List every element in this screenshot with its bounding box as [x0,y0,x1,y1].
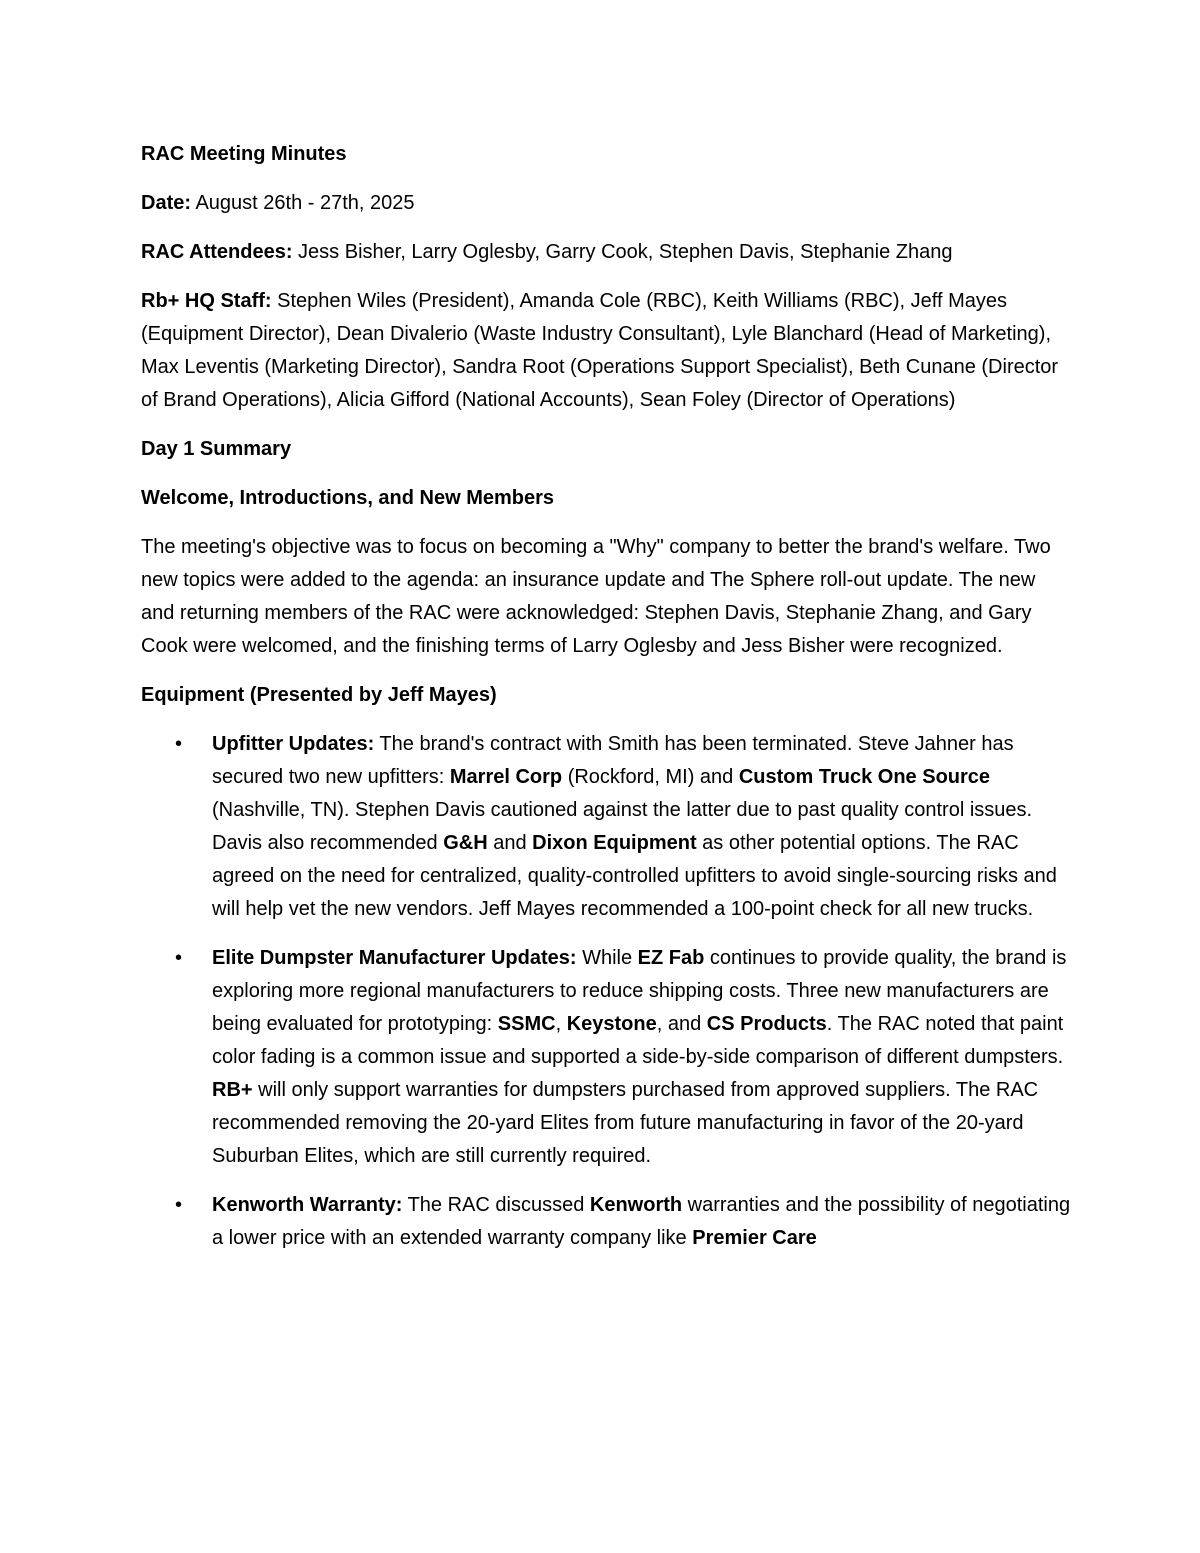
elite-text-4: , and [656,1013,707,1035]
upfitter-text-4: and [487,832,533,854]
list-item-kenworth [141,1189,1071,1255]
upfitter-text-1: The brand's contract with Smith has been terminated. Steve Jahner has secured two new upfitters: [212,733,1014,788]
elite-bold-3: Keystone [566,1013,657,1035]
upfitter-bold-3: G&H [443,832,488,854]
upfitter-text-5: as other potential options. The RAC agreed on the need for centralized, quality-controlled upfitters to avoid single-sourcing risks and will help vet the new vendors. Jeff Mayes recommended a 100-point check for all new trucks. [212,832,1057,920]
bullet-icon: • [175,947,183,969]
hq-staff [141,285,1071,417]
upfitter-bold-4: Dixon Equipment [532,832,697,854]
elite-label: Elite Dumpster Manufacturer Updates: [212,947,577,969]
elite-bold-5: RB+ [212,1079,253,1101]
welcome-paragraph: The meeting's objective was to focus on becoming a "Why" company to better the brand's welfare. Two new topics were added to the agenda: an insurance update and The Sphere roll-out update. The new and returning members of the RAC were acknowledged: Stephen Davis, Stephanie Zhang, and Gary Cook were welcomed, and the finishing terms of Larry Oglesby and Jess Bisher were recognized. [141,536,1051,657]
elite-text-1: While [576,947,638,969]
kenworth-label: Kenworth Warranty: [212,1194,403,1216]
bullet-icon: • [175,1194,183,1216]
kenworth-text-2: warranties and the possibility of negotiating a lower price with an extended warranty company like [212,1194,1071,1249]
staff-value: Stephen Wiles (President), Amanda Cole (RBC), Keith Williams (RBC), Jeff Mayes (Equipment Director), Dean Divalerio (Waste Industry Consultant), Lyle Blanchard (Head of Marketing), Max Leventis (Marketing Director), Sandra Root (Operations Support Specialist), Beth Cunane (Director of Brand Operations), Alicia Gifford (National Accounts), Sean Foley (Director of Operations) [141,290,1059,411]
upfitter-label: Upfitter Updates: [212,733,375,755]
welcome-heading: Welcome, Introductions, and New Members [141,487,555,509]
bullet-icon: • [175,733,183,755]
meeting-date [141,187,1071,220]
upfitter-bold-1: Marrel Corp [449,766,563,788]
upfitter-bold-2: Custom Truck One Source [738,766,991,788]
attendees-label: RAC Attendees: [141,241,293,263]
attendees-value: Jess Bisher, Larry Oglesby, Garry Cook, Stephen Davis, Stephanie Zhang [292,241,953,263]
date-label: Date: [141,192,192,214]
kenworth-text-1: The RAC discussed [402,1194,590,1216]
elite-bold-2: SSMC [497,1013,556,1035]
elite-bold-1: EZ Fab [637,947,705,969]
document-title: RAC Meeting Minutes [141,143,347,165]
elite-text-6: will only support warranties for dumpsters purchased from approved suppliers. The RAC recommended removing the 20-yard Elites from future manufacturing in favor of the 20-yard Suburban Elites, which are still currently required. [212,1079,1039,1167]
kenworth-bold-2: Premier Care [692,1227,817,1249]
elite-text-2: continues to provide quality, the brand is exploring more regional manufacturers to reduce shipping costs. Three new manufacturers are being evaluated for prototyping: [212,947,1067,1035]
rac-attendees [141,236,1071,269]
kenworth-bold-1: Kenworth [589,1194,683,1216]
staff-label: Rb+ HQ Staff: [141,290,272,312]
equipment-heading: Equipment (Presented by Jeff Mayes) [141,684,497,706]
elite-bold-4: CS Products [706,1013,827,1035]
equipment-list [141,728,1071,1255]
list-item-upfitter [141,728,1071,926]
upfitter-text-2: (Rockford, MI) and [562,766,739,788]
upfitter-text-3: (Nashville, TN). Stephen Davis cautioned against the latter due to past quality control issues. Davis also recommended [212,799,1033,854]
list-item-elite [141,942,1071,1173]
elite-text-5: . The RAC noted that paint color fading is a common issue and supported a side-by-side comparison of different dumpsters. [212,1013,1064,1068]
document-page [141,138,1071,1271]
date-value: August 26th - 27th, 2025 [191,192,415,214]
elite-text-3: , [555,1013,567,1035]
day1-heading: Day 1 Summary [141,438,292,460]
